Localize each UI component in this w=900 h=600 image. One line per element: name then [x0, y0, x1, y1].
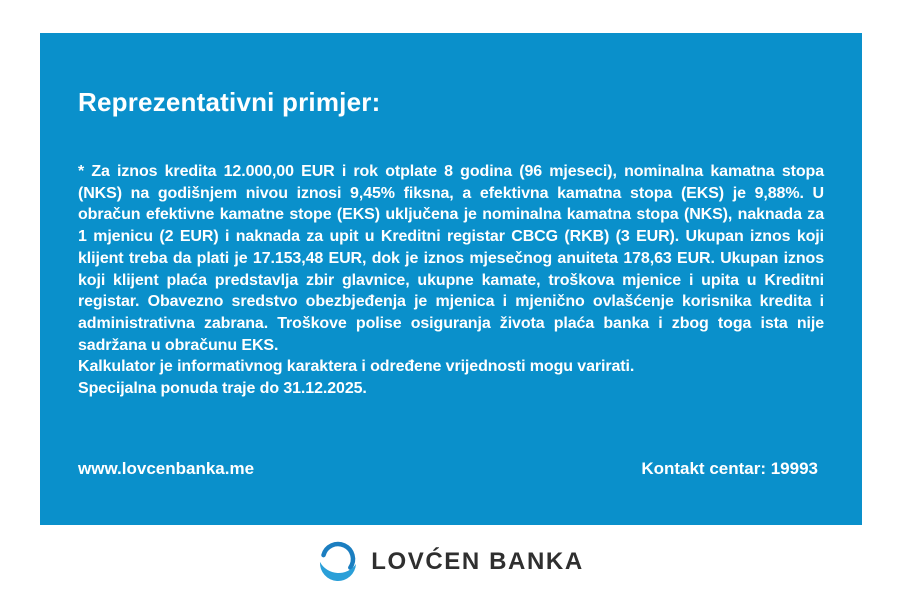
lovcen-banka-logo-icon [316, 540, 360, 584]
lovcen-banka-logo-text: LOVĆEN BANKA [371, 548, 584, 575]
bank-logo [0, 540, 900, 584]
website-link[interactable]: www.lovcenbanka.me [78, 459, 255, 478]
representative-example-card [40, 33, 862, 525]
card-footer [78, 459, 818, 479]
contact-center-label: Kontakt centar: 19993 [641, 459, 818, 478]
disclaimer-line: Kalkulator je informativnog karaktera i određene vrijednosti mogu varirati. [78, 358, 635, 376]
offer-validity-line: Specijalna ponuda traje do 31.12.2025. [78, 380, 367, 398]
loan-terms-paragraph: * Za iznos kredita 12.000,00 EUR i rok otplate 8 godina (96 mjeseci), nominalna kamatna stopa (NKS) na godišnjem nivou iznosi 9,45% fiksna, a efektivna kamatna stopa (EKS) je 9,88%. U obračun efektivne kamatne stope (EKS) uključena je nominalna kamatna stopa (NKS), naknada za 1 mjenicu (2 EUR) i naknada za upit u Kreditni registar CBCG (RKB) (3 EUR). Ukupan iznos koji klijent treba da plati je 17.153,48 EUR, dok je iznos mjesečnog anuiteta 178,63 EUR. Ukupan iznos koji klijent plaća predstavlja zbir glavnice, ukupne kamate, troškova mjenice i upita u Kreditni registar. Obavezno sredstvo obezbjeđenja je mjenica i mjenično ovlašćenje korisnika kredita i administrativna zabrana. Troškove polise osiguranja života plaća banka i zbog toga ista nije sadržana u obračunu EKS. [78, 163, 824, 354]
card-heading: Reprezentativni primjer: [78, 87, 381, 117]
logo-arc-top [324, 544, 353, 568]
